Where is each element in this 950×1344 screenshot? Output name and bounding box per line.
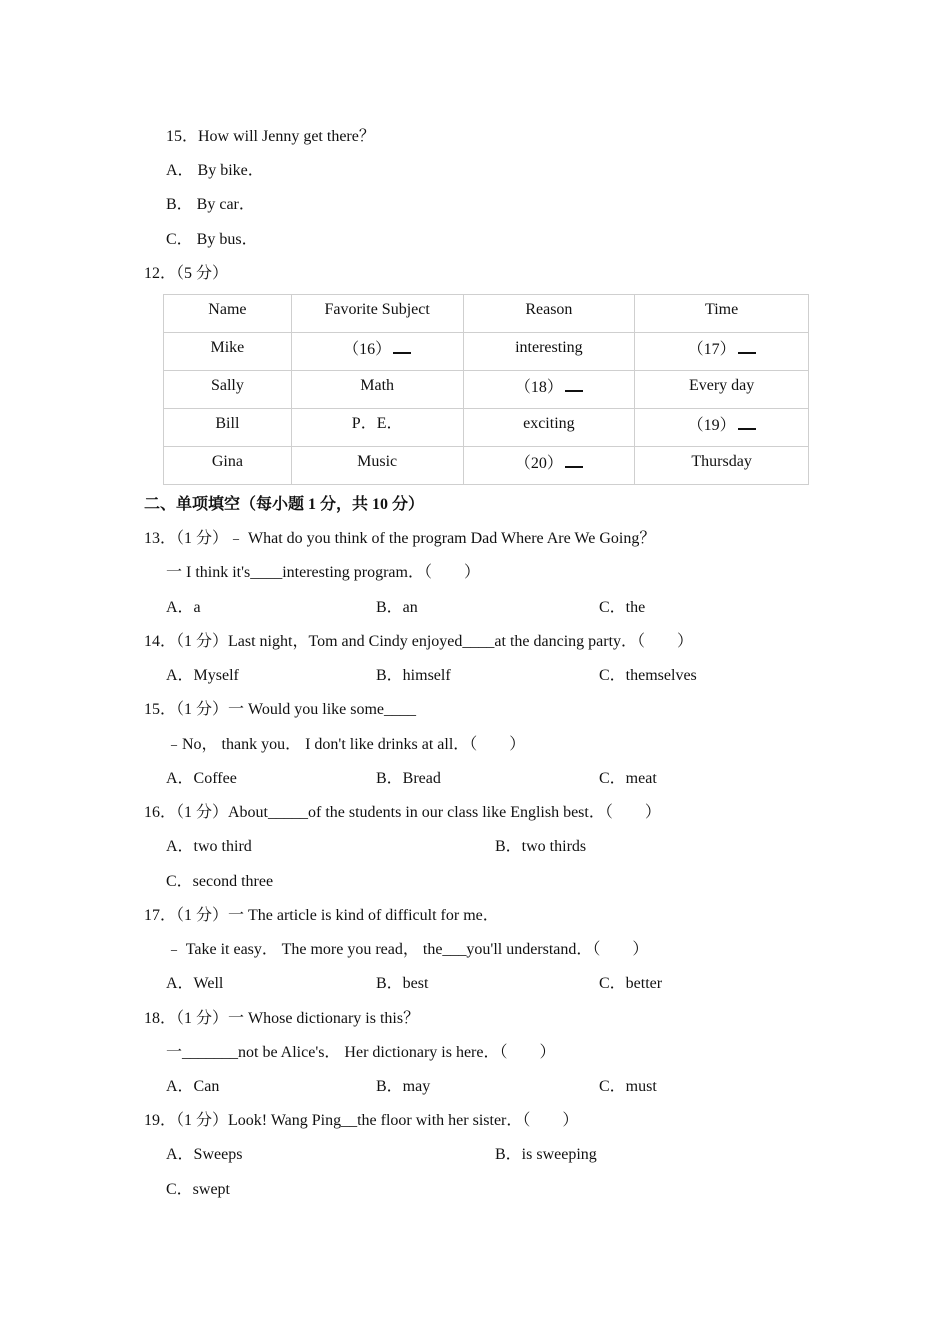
question-13-stem: 13．（1 分）﹣ What do you think of the program Dad Where Are We Going？ bbox=[144, 530, 656, 547]
option-b: B．best bbox=[376, 975, 429, 992]
question-16-stem: 16．（1 分）About_____of the students in our class like English best．（ ） bbox=[144, 804, 661, 821]
table-row bbox=[164, 409, 809, 447]
option-a: A．Coffee bbox=[166, 770, 237, 787]
option-a: A．Can bbox=[166, 1078, 220, 1095]
option-b: B．himself bbox=[376, 667, 451, 684]
option-c: C．second three bbox=[166, 873, 274, 890]
table-cell-blank: （17） bbox=[635, 333, 809, 371]
table-row bbox=[164, 371, 809, 409]
option-a: A．Well bbox=[166, 975, 224, 992]
option-c: C．meat bbox=[599, 770, 657, 787]
option-a: A．Sweeps bbox=[166, 1146, 243, 1163]
table-cell: P．E． bbox=[291, 409, 463, 447]
header-cell: Favorite Subject bbox=[291, 295, 463, 333]
table-cell: Music bbox=[291, 447, 463, 485]
table-cell: Thursday bbox=[635, 447, 809, 485]
table-row bbox=[164, 333, 809, 371]
question-17-stem: 17．（1 分）一 The article is kind of difficult for me． bbox=[144, 907, 499, 924]
table-cell-blank: （18） bbox=[463, 371, 635, 409]
question-13-line2: 一 I think it's____interesting program．（ ） bbox=[166, 564, 480, 581]
table-cell: Mike bbox=[164, 333, 292, 371]
header-cell: Name bbox=[164, 295, 292, 333]
option-c: C．must bbox=[599, 1078, 657, 1095]
table-cell-blank: （16） bbox=[291, 333, 463, 371]
table-header-row bbox=[164, 295, 809, 333]
question-14-stem: 14．（1 分）Last night，Tom and Cindy enjoyed____at the dancing party．（ ） bbox=[144, 633, 694, 650]
question-18-line2: 一_______not be Alice's． Her dictionary is here．（ ） bbox=[166, 1044, 556, 1061]
option-a: A．two third bbox=[166, 838, 252, 855]
option-c: C．swept bbox=[166, 1181, 231, 1198]
option-b: B．two thirds bbox=[495, 838, 587, 855]
header-cell: Time bbox=[635, 295, 809, 333]
table-cell: Gina bbox=[164, 447, 292, 485]
option-a: A． By bike． bbox=[166, 162, 264, 179]
question-15-stem: 15．（1 分）一 Would you like some____ bbox=[144, 701, 417, 718]
option-b: B．is sweeping bbox=[495, 1146, 597, 1163]
table-cell-blank: （19） bbox=[635, 409, 809, 447]
table-row bbox=[164, 447, 809, 485]
question-19-stem: 19．（1 分）Look! Wang Ping__the floor with her sister．（ ） bbox=[144, 1112, 579, 1129]
table-cell: Bill bbox=[164, 409, 292, 447]
table-cell: Math bbox=[291, 371, 463, 409]
option-b: B．Bread bbox=[376, 770, 441, 787]
table-cell: Every day bbox=[635, 371, 809, 409]
header-cell: Reason bbox=[463, 295, 635, 333]
option-c: C．better bbox=[599, 975, 663, 992]
option-b: B． By car． bbox=[166, 196, 255, 213]
answer-table bbox=[163, 294, 809, 485]
option-a: A．Myself bbox=[166, 667, 239, 684]
option-b: B．an bbox=[376, 599, 418, 616]
option-c: C． By bus． bbox=[166, 231, 258, 248]
table-cell: exciting bbox=[463, 409, 635, 447]
option-c: C．themselves bbox=[599, 667, 697, 684]
table-cell-blank: （20） bbox=[463, 447, 635, 485]
question-15-listening-stem: 15．How will Jenny get there？ bbox=[166, 128, 375, 145]
table-cell: Sally bbox=[164, 371, 292, 409]
option-c: C．the bbox=[599, 599, 646, 616]
option-b: B．may bbox=[376, 1078, 431, 1095]
question-12-label: 12．（5 分） bbox=[144, 265, 229, 282]
question-15-line2: ﹣No， thank you． I don't like drinks at all．（ ） bbox=[166, 736, 526, 753]
section-title: 二、单项填空（每小题 1 分，共 10 分） bbox=[144, 496, 425, 513]
table-cell: interesting bbox=[463, 333, 635, 371]
question-18-stem: 18．（1 分）一 Whose dictionary is this？ bbox=[144, 1010, 420, 1027]
option-a: A．a bbox=[166, 599, 201, 616]
question-17-line2: ﹣ Take it easy． The more you read， the___you'll understand．（ ） bbox=[166, 941, 649, 958]
